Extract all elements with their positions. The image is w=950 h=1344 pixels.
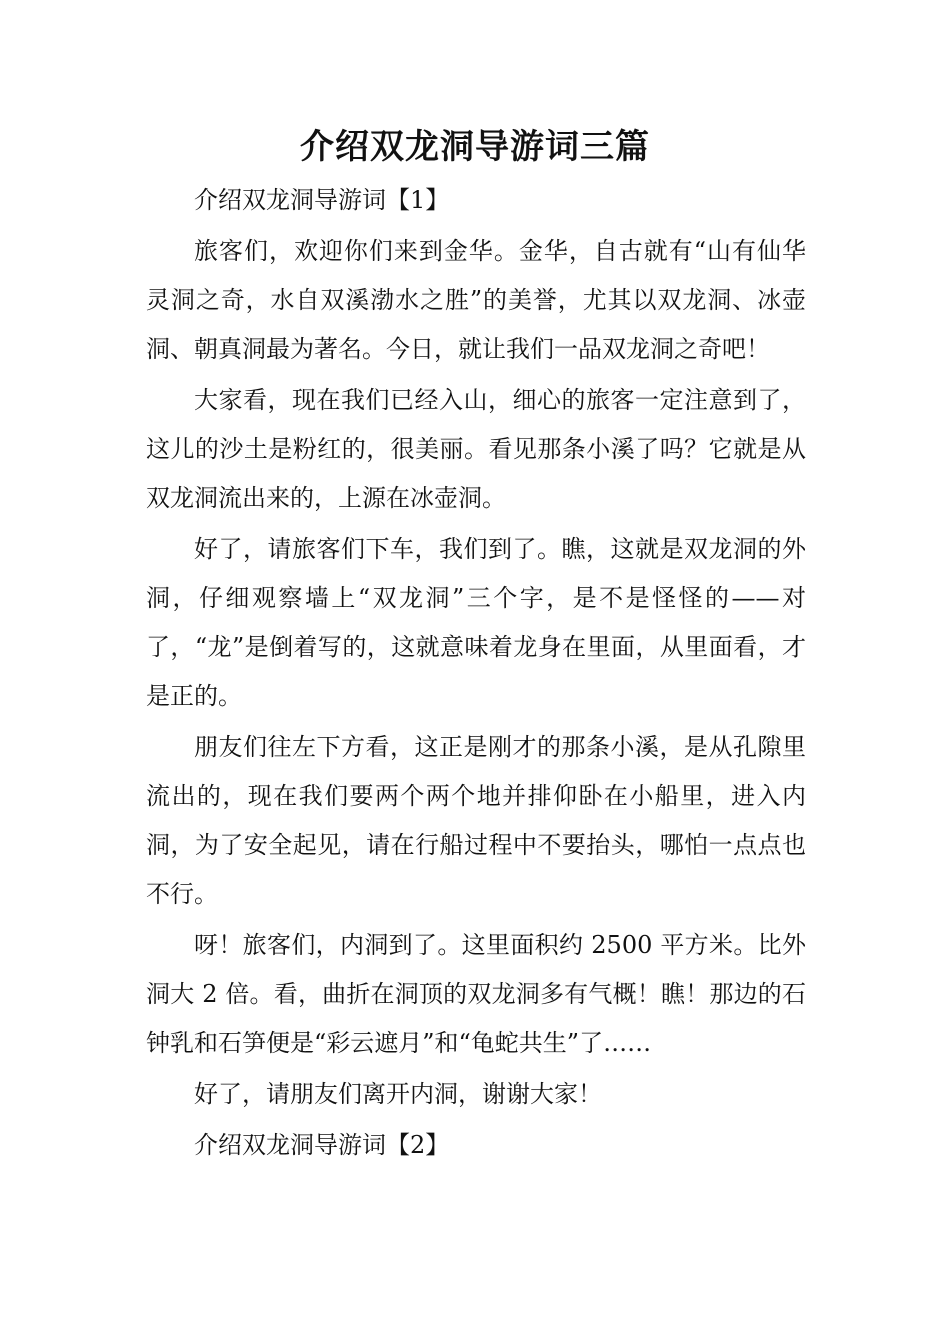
document-body	[146, 176, 806, 1170]
section-heading-1: 介绍双龙洞导游词【1】	[194, 186, 450, 214]
paragraph-2: 大家看，现在我们已经入山，细心的旅客一定注意到了，这儿的沙土是粉红的，很美丽。看见那条小溪了吗？它就是从双龙洞流出来的，上源在冰壶洞。	[146, 386, 806, 512]
paragraph-6: 好了，请朋友们离开内洞，谢谢大家！	[194, 1080, 602, 1108]
paragraph-3: 好了，请旅客们下车，我们到了。瞧，这就是双龙洞的外洞，仔细观察墙上“双龙洞”三个字，是不是怪怪的——对了，“龙”是倒着写的，这就意味着龙身在里面，从里面看，才是正的。	[146, 535, 806, 710]
section-heading-2: 介绍双龙洞导游词【2】	[194, 1131, 450, 1159]
paragraph-1: 旅客们，欢迎你们来到金华。金华，自古就有“山有仙华灵洞之奇，水自双溪渤水之胜”的美誉，尤其以双龙洞、冰壶洞、朝真洞最为著名。今日，就让我们一品双龙洞之奇吧！	[146, 237, 806, 363]
paragraph-4: 朋友们往左下方看，这正是刚才的那条小溪，是从孔隙里流出的，现在我们要两个两个地并排仰卧在小船里，进入内洞，为了安全起见，请在行船过程中不要抬头，哪怕一点点也不行。	[146, 733, 806, 908]
page-title: 介绍双龙洞导游词三篇	[300, 127, 650, 167]
paragraph-5: 呀！旅客们，内洞到了。这里面积约 2500 平方米。比外洞大 2 倍。看，曲折在洞顶的双龙洞多有气概！瞧！那边的石钟乳和石笋便是“彩云遮月”和“龟蛇共生”了……	[146, 931, 806, 1057]
